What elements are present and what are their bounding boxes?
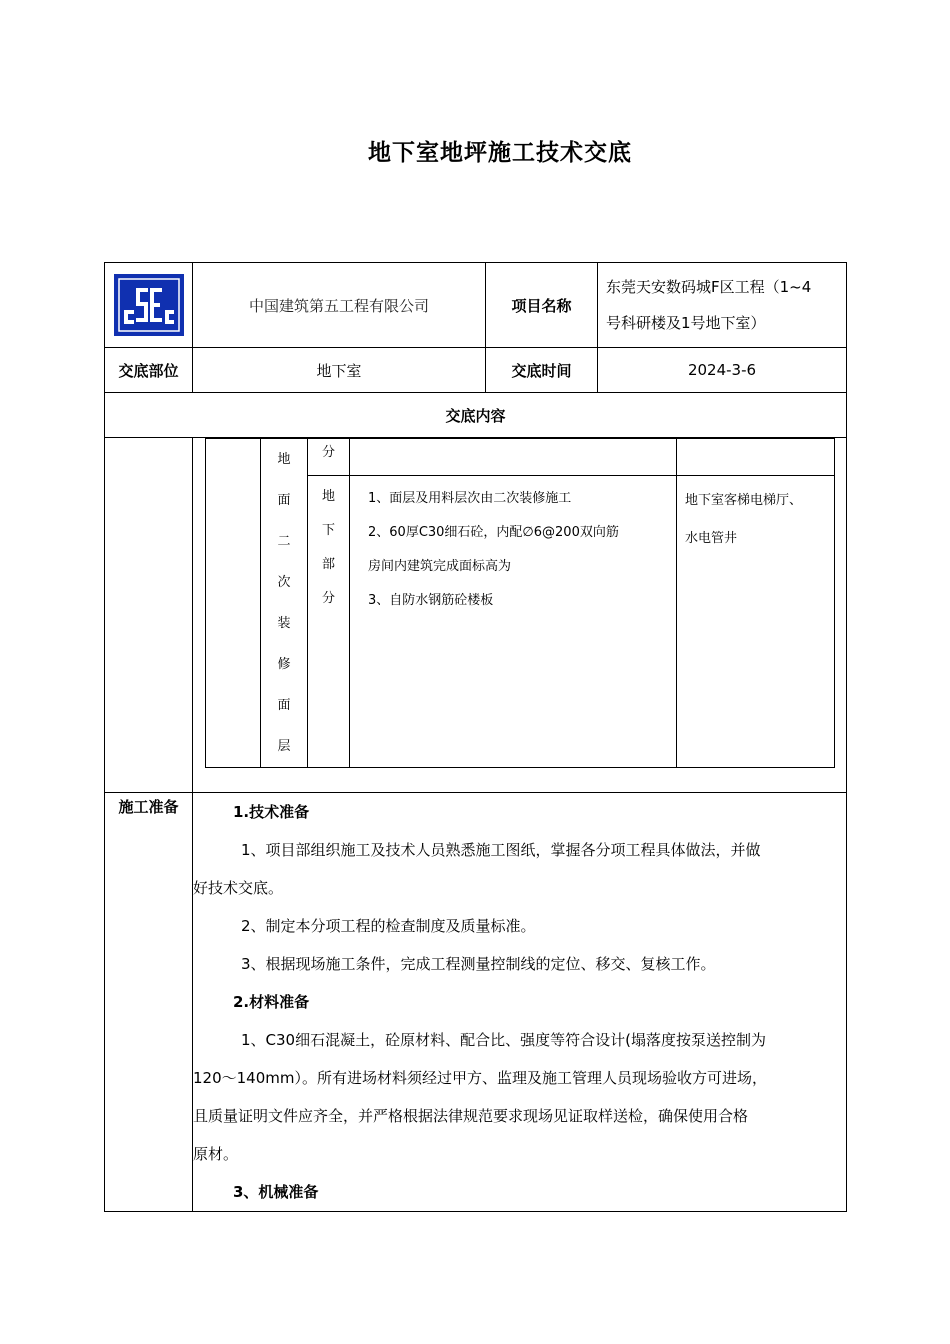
items-cell bbox=[350, 475, 677, 767]
material-prep-line3: 且质量证明文件应齐全，并严格根据法律规范要求现场见证取样送检，确保使用合格 bbox=[193, 1107, 749, 1125]
tech-prep-p1-line1: 1、项目部组织施工及技术人员熟悉施工图纸，掌握各分项工程具体做法，并做 bbox=[241, 841, 761, 859]
project-name-line2: 号科研楼及1号地下室） bbox=[606, 314, 766, 332]
item-3: 3、自防水钢筋砼楼板 bbox=[368, 592, 494, 608]
sub-char: 分 bbox=[321, 590, 335, 606]
content-table bbox=[205, 438, 835, 768]
category-char: 修 bbox=[277, 657, 291, 672]
col-head-empty bbox=[350, 439, 677, 476]
material-prep-title: 2.材料准备 bbox=[233, 993, 310, 1011]
part-value: 地下室 bbox=[193, 348, 486, 393]
content-empty-col bbox=[206, 439, 261, 768]
content-label: 交底内容 bbox=[105, 393, 847, 438]
category-char: 装 bbox=[277, 616, 291, 631]
item-2: 2、60厚C30细石砼，内配∅6@200双向筋 bbox=[368, 524, 619, 540]
content-cell bbox=[193, 438, 847, 793]
location-cell bbox=[677, 475, 835, 767]
cscec-logo-icon bbox=[114, 274, 184, 336]
category-char: 面 bbox=[277, 698, 291, 713]
logo-cell bbox=[105, 263, 193, 348]
material-prep-line4: 原材。 bbox=[193, 1145, 239, 1163]
tech-prep-p1-line2: 好技术交底。 bbox=[193, 879, 284, 897]
cscec-logo bbox=[114, 274, 184, 336]
project-name-cell bbox=[598, 263, 847, 348]
sub-char: 部 bbox=[321, 556, 335, 572]
tech-prep-p3: 3、根据现场施工条件，完成工程测量控制线的定位、移交、复核工作。 bbox=[241, 955, 716, 973]
machine-prep-title: 3、机械准备 bbox=[233, 1183, 319, 1201]
disclosure-table bbox=[104, 262, 847, 1212]
category-column bbox=[261, 439, 308, 768]
project-label: 项目名称 bbox=[486, 263, 598, 348]
part-label: 交底部位 bbox=[105, 348, 193, 393]
col-head-fen: 分 bbox=[308, 439, 350, 476]
time-value: 2024-3-6 bbox=[598, 348, 847, 393]
tech-prep-title: 1.技术准备 bbox=[233, 803, 310, 821]
category-char: 次 bbox=[277, 575, 291, 590]
material-prep-line2: 120～140mm）。所有进场材料须经过甲方、监理及施工管理人员现场验收方可进场， bbox=[193, 1069, 767, 1087]
company-name: 中国建筑第五工程有限公司 bbox=[193, 263, 486, 348]
category-char: 地 bbox=[277, 452, 291, 467]
material-prep-line1: 1、C30细石混凝土，砼原材料、配合比、强度等符合设计(塌落度按泵送控制为 bbox=[241, 1031, 766, 1049]
location-line2: 水电管井 bbox=[685, 530, 738, 546]
content-left-empty bbox=[105, 438, 193, 793]
sub-char: 下 bbox=[321, 522, 335, 538]
prep-label: 施工准备 bbox=[105, 793, 193, 1212]
sub-char: 地 bbox=[321, 488, 335, 504]
page-title: 地下室地坪施工技术交底 bbox=[368, 140, 632, 166]
item-2b: 房间内建筑完成面标高为 bbox=[368, 558, 512, 574]
project-name-line1: 东莞天安数码城F区工程（1~4 bbox=[606, 278, 812, 296]
col-head-empty-2 bbox=[677, 439, 835, 476]
item-1: 1、面层及用料层次由二次装修施工 bbox=[368, 490, 572, 506]
category-char: 二 bbox=[277, 534, 291, 549]
category-char: 面 bbox=[277, 493, 291, 508]
tech-prep-p2: 2、制定本分项工程的检查制度及质量标准。 bbox=[241, 917, 536, 935]
prep-content bbox=[193, 793, 847, 1212]
location-line1: 地下室客梯电梯厅、 bbox=[685, 492, 803, 508]
time-label: 交底时间 bbox=[486, 348, 598, 393]
category-char: 层 bbox=[277, 739, 291, 754]
sub-category-column bbox=[308, 475, 350, 767]
